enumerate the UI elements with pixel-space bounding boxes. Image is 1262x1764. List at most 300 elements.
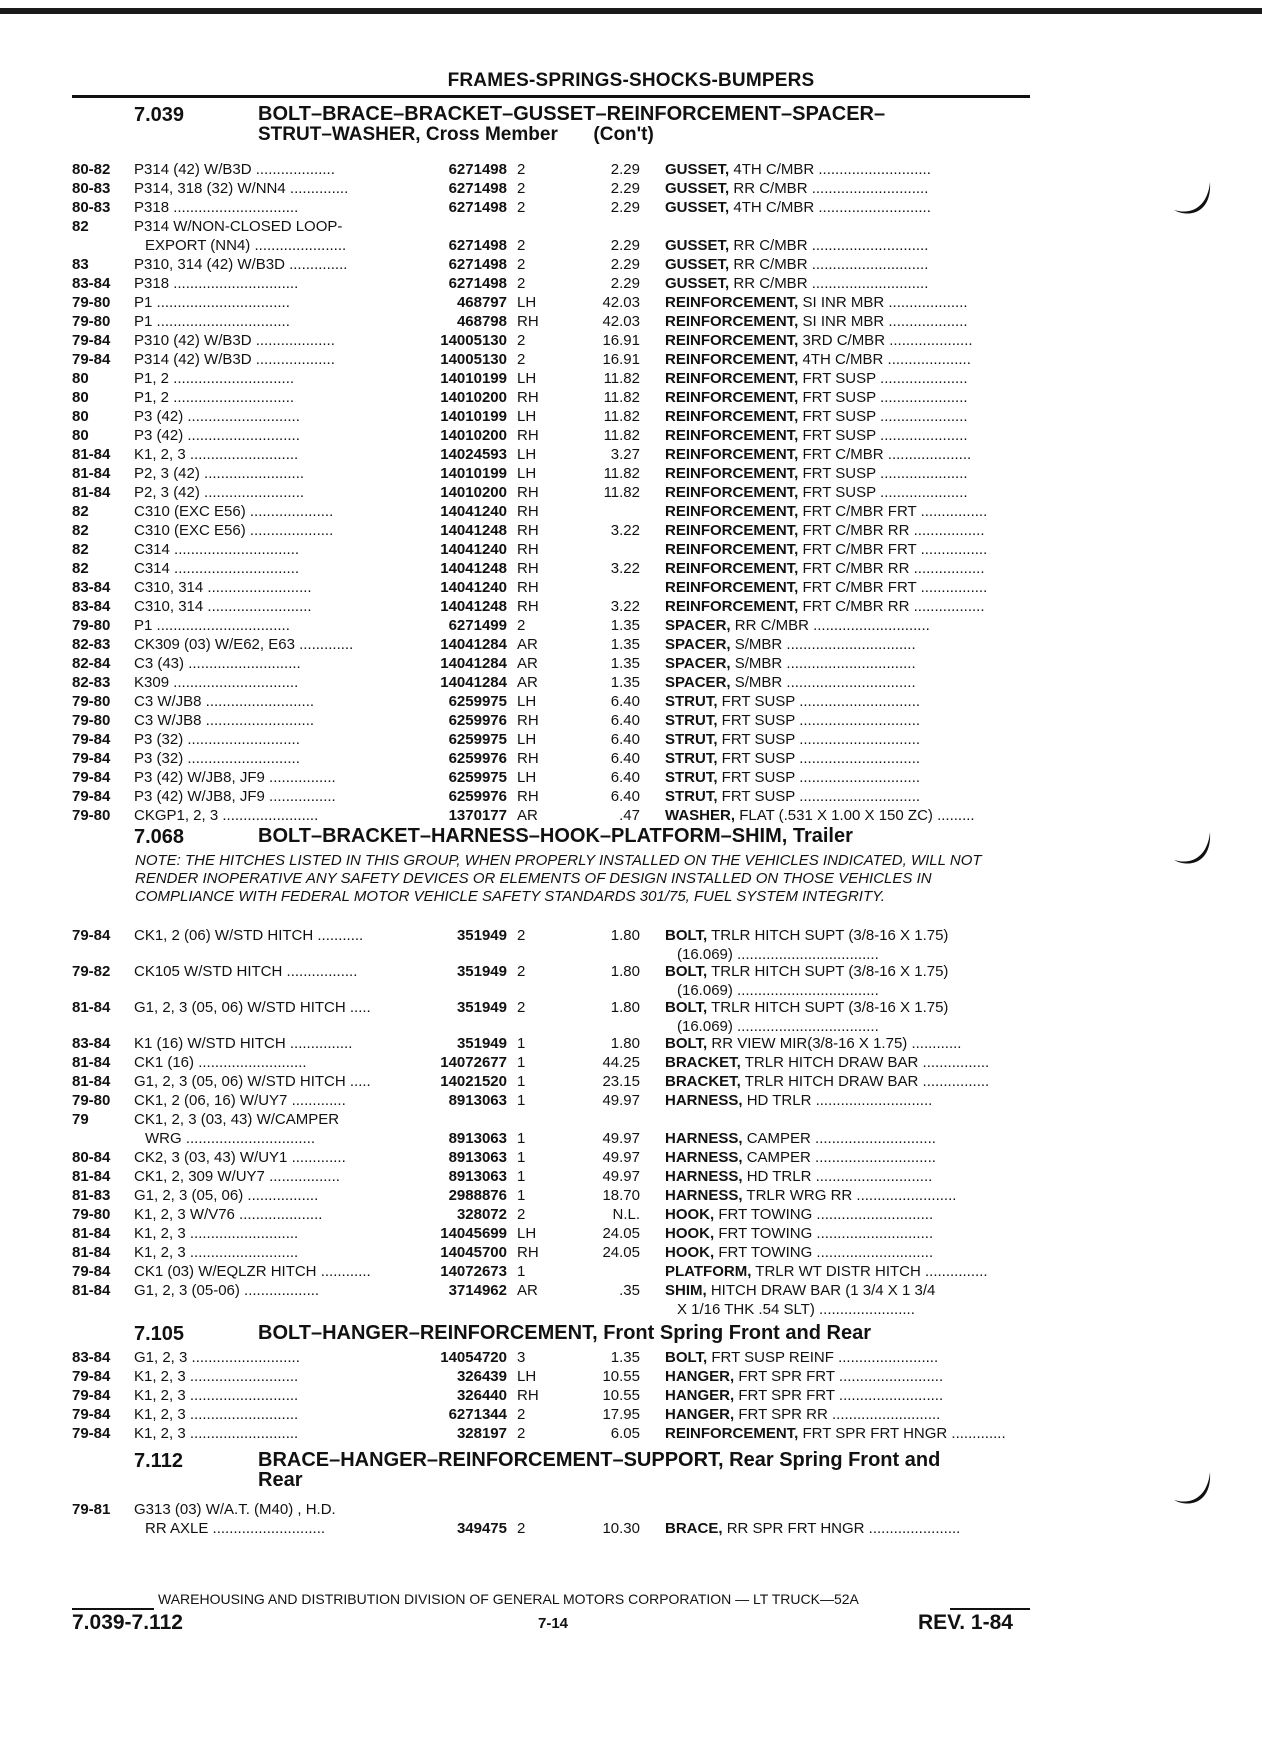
price: 1.35 bbox=[610, 674, 640, 691]
table-row bbox=[0, 1129, 1262, 1148]
description-detail: FRT SUSP bbox=[721, 731, 796, 748]
description-keyword: REINFORCEMENT, bbox=[665, 332, 799, 349]
application-text: G1, 2, 3 bbox=[134, 1349, 188, 1366]
description bbox=[665, 1186, 1030, 1205]
description-detail: FLAT (.531 X 1.00 X 150 ZC) bbox=[739, 807, 933, 824]
description-detail: 4TH C/MBR bbox=[733, 161, 815, 178]
price: 49.97 bbox=[602, 1130, 640, 1147]
application-text: CKGP1, 2, 3 bbox=[134, 807, 219, 824]
application-text: P318 bbox=[134, 199, 170, 216]
application bbox=[134, 369, 412, 388]
application bbox=[134, 998, 412, 1017]
table-row bbox=[0, 616, 1262, 635]
section-cont: (Con't) bbox=[593, 124, 654, 145]
description-detail: HITCH DRAW BAR (1 3/4 X 1 3/4 bbox=[710, 1282, 936, 1299]
application-text: K1, 2, 3 bbox=[134, 1225, 186, 1242]
application bbox=[134, 1205, 412, 1224]
quantity: 2 bbox=[517, 963, 526, 980]
application-text: C310, 314 bbox=[134, 579, 204, 596]
description-keyword: REINFORCEMENT, bbox=[665, 484, 799, 501]
leader-dots: ............................. bbox=[810, 1130, 936, 1147]
application bbox=[134, 1091, 412, 1110]
leader-dots: ................... bbox=[884, 313, 968, 330]
description-keyword: REINFORCEMENT, bbox=[665, 598, 799, 615]
leader-dots: .......................... bbox=[185, 1425, 299, 1442]
description-keyword: REINFORCEMENT, bbox=[665, 313, 799, 330]
application-text: K309 bbox=[134, 674, 170, 691]
model-year: 80 bbox=[72, 427, 89, 444]
leader-dots: ................. bbox=[282, 963, 358, 980]
part-number: 6271498 bbox=[448, 275, 507, 292]
quantity: 2 bbox=[517, 256, 526, 273]
section-number: 7.112 bbox=[134, 1450, 183, 1472]
price: 2.29 bbox=[610, 256, 640, 273]
table-row bbox=[0, 1186, 1262, 1205]
leader-dots: .............. bbox=[285, 180, 349, 197]
quantity: 2 bbox=[517, 1206, 526, 1223]
table-row bbox=[0, 179, 1262, 198]
description-keyword: STRUT, bbox=[665, 788, 718, 805]
description-keyword: HARNESS, bbox=[665, 1149, 743, 1166]
leader-dots: ............. bbox=[947, 1425, 1006, 1442]
quantity: 2 bbox=[517, 1425, 526, 1442]
title-rule bbox=[72, 95, 1030, 98]
leader-dots: ......................... bbox=[203, 598, 312, 615]
description bbox=[665, 1386, 1030, 1405]
application bbox=[134, 787, 412, 806]
section-number: 7.039 bbox=[134, 104, 185, 126]
quantity: 2 bbox=[517, 275, 526, 292]
description bbox=[665, 559, 1030, 578]
description bbox=[665, 483, 1030, 502]
part-number: 328197 bbox=[456, 1425, 507, 1442]
application-text: P3 (42) W/JB8, JF9 bbox=[134, 769, 265, 786]
quantity: 1 bbox=[517, 1149, 526, 1166]
table-row bbox=[0, 312, 1262, 331]
application bbox=[134, 160, 412, 179]
table-row bbox=[0, 426, 1262, 445]
page-title: FRAMES-SPRINGS-SHOCKS-BUMPERS bbox=[447, 70, 815, 91]
model-year: 79-80 bbox=[72, 1092, 111, 1109]
model-year: 79-82 bbox=[72, 963, 111, 980]
description bbox=[665, 160, 1030, 179]
part-number: 6259975 bbox=[448, 693, 507, 710]
leader-dots: ................... bbox=[884, 294, 968, 311]
section-title bbox=[258, 1450, 940, 1490]
description-line2: (16.069) bbox=[677, 946, 733, 963]
description-keyword: BOLT, bbox=[665, 927, 708, 944]
leader-dots: ....................... bbox=[218, 807, 319, 824]
leader-dots: .......................... bbox=[194, 1054, 307, 1071]
price: 1.80 bbox=[610, 999, 640, 1016]
description-detail: SI INR MBR bbox=[802, 313, 885, 330]
leader-dots: ......................... bbox=[834, 1387, 944, 1404]
description-keyword: BRACKET, bbox=[665, 1073, 741, 1090]
description-detail: TRLR WT DISTR HITCH bbox=[755, 1263, 921, 1280]
part-number: 349475 bbox=[456, 1520, 507, 1537]
section-title-line2: Rear bbox=[258, 1469, 303, 1491]
leader-dots: .......................... bbox=[185, 1368, 299, 1385]
price: 24.05 bbox=[602, 1244, 640, 1261]
model-year: 79-80 bbox=[72, 313, 111, 330]
part-number: 351949 bbox=[456, 927, 507, 944]
model-year: 81-84 bbox=[72, 465, 111, 482]
model-year: 81-84 bbox=[72, 1225, 111, 1242]
description bbox=[665, 312, 1030, 331]
quantity: LH bbox=[517, 769, 537, 786]
description bbox=[665, 1348, 1030, 1367]
application-text: C310 (EXC E56) bbox=[134, 503, 246, 520]
description bbox=[665, 635, 1030, 654]
quantity: LH bbox=[517, 408, 537, 425]
section-title-line1: BOLT–BRACE–BRACKET–GUSSET–REINFORCEMENT–SPACER– bbox=[258, 103, 886, 125]
table-row bbox=[0, 1386, 1262, 1405]
description-detail: FRT SPR FRT HNGR bbox=[802, 1425, 948, 1442]
model-year: 82-83 bbox=[72, 636, 111, 653]
footer-rule-right bbox=[950, 1608, 1030, 1610]
model-year: 82 bbox=[72, 218, 89, 235]
application-text: CK1, 2, 309 W/UY7 bbox=[134, 1168, 265, 1185]
quantity: 2 bbox=[517, 351, 526, 368]
table-row bbox=[0, 521, 1262, 540]
part-number: 6271498 bbox=[448, 180, 507, 197]
leader-dots: .............................. bbox=[169, 275, 299, 292]
description-keyword: REINFORCEMENT, bbox=[665, 1425, 799, 1442]
quantity: 2 bbox=[517, 1520, 526, 1537]
application bbox=[134, 445, 412, 464]
footer-division: WAREHOUSING AND DISTRIBUTION DIVISION OF GENERAL MOTORS CORPORATION — LT TRUCK—52A bbox=[158, 1591, 859, 1607]
part-number: 6259975 bbox=[448, 731, 507, 748]
part-number: 14010200 bbox=[440, 427, 507, 444]
application bbox=[134, 255, 412, 274]
description-keyword: REINFORCEMENT, bbox=[665, 408, 799, 425]
quantity: LH bbox=[517, 731, 537, 748]
price: 11.82 bbox=[603, 484, 640, 501]
leader-dots: ..................... bbox=[875, 465, 968, 482]
description-keyword: REINFORCEMENT, bbox=[665, 522, 799, 539]
description-detail: FRT C/MBR RR bbox=[802, 560, 910, 577]
model-year: 79-84 bbox=[72, 769, 111, 786]
description bbox=[665, 1148, 1030, 1167]
model-year: 79-84 bbox=[72, 1406, 111, 1423]
application-text: K1, 2, 3 W/V76 bbox=[134, 1206, 235, 1223]
description bbox=[665, 255, 1030, 274]
leader-dots: ............................ bbox=[811, 1092, 933, 1109]
model-year: 81-84 bbox=[72, 446, 111, 463]
section-title-line2: STRUT–WASHER, Cross Member bbox=[258, 124, 558, 145]
binder-hole-icon bbox=[1170, 180, 1214, 220]
quantity: 2 bbox=[517, 999, 526, 1016]
quantity: AR bbox=[517, 655, 538, 672]
quantity: 2 bbox=[517, 161, 526, 178]
price: 6.05 bbox=[610, 1425, 640, 1442]
description-keyword: HARNESS, bbox=[665, 1187, 743, 1204]
application-text: P314 (42) W/B3D bbox=[134, 161, 252, 178]
description-detail: HD TRLR bbox=[746, 1092, 812, 1109]
quantity: 1 bbox=[517, 1187, 526, 1204]
model-year: 82 bbox=[72, 503, 89, 520]
price: 6.40 bbox=[610, 693, 640, 710]
application bbox=[134, 962, 412, 981]
description-detail: FRT SUSP bbox=[802, 408, 876, 425]
application bbox=[134, 236, 423, 255]
price: 11.82 bbox=[603, 370, 640, 387]
part-number: 14010199 bbox=[440, 408, 507, 425]
section-title: BOLT–HANGER–REINFORCEMENT, Front Spring Front and Rear bbox=[258, 1322, 871, 1344]
application bbox=[134, 293, 412, 312]
part-number: 14041284 bbox=[440, 636, 507, 653]
quantity: RH bbox=[517, 788, 539, 805]
application bbox=[134, 1110, 412, 1129]
price: 10.30 bbox=[602, 1520, 640, 1537]
leader-dots: .................... bbox=[245, 522, 334, 539]
application bbox=[134, 1034, 412, 1053]
leader-dots: ................ bbox=[916, 503, 988, 520]
leader-dots: ................. bbox=[243, 1187, 319, 1204]
description bbox=[665, 926, 1030, 964]
description bbox=[665, 730, 1030, 749]
model-year: 83 bbox=[72, 256, 89, 273]
part-number: 8913063 bbox=[448, 1092, 507, 1109]
model-year: 82 bbox=[72, 522, 89, 539]
quantity: 1 bbox=[517, 1073, 526, 1090]
leader-dots: ........................ bbox=[852, 1187, 957, 1204]
part-number: 14072677 bbox=[440, 1054, 507, 1071]
description-detail: FRT SUSP bbox=[721, 712, 796, 729]
leader-dots: ............................ bbox=[812, 1225, 934, 1242]
part-number: 6259976 bbox=[448, 750, 507, 767]
leader-dots: ..... bbox=[345, 999, 371, 1016]
quantity: RH bbox=[517, 560, 539, 577]
application-text: P310 (42) W/B3D bbox=[134, 332, 252, 349]
part-number: 6259975 bbox=[448, 769, 507, 786]
model-year: 79-84 bbox=[72, 927, 111, 944]
price: 16.91 bbox=[602, 351, 640, 368]
price: 11.82 bbox=[603, 408, 640, 425]
application-text: P2, 3 (42) bbox=[134, 465, 200, 482]
description bbox=[665, 692, 1030, 711]
table-row bbox=[0, 962, 1262, 998]
leader-dots: .......................... bbox=[187, 1349, 300, 1366]
table-row bbox=[0, 217, 1262, 236]
application bbox=[134, 217, 412, 236]
part-number: 14010199 bbox=[440, 465, 507, 482]
leader-dots: ............................. bbox=[169, 370, 295, 387]
price: 16.91 bbox=[602, 332, 640, 349]
leader-dots: ......................... bbox=[834, 1368, 944, 1385]
price: 44.25 bbox=[602, 1054, 640, 1071]
description bbox=[665, 540, 1030, 559]
application bbox=[134, 616, 412, 635]
application bbox=[134, 521, 412, 540]
description-detail: FRT TOWING bbox=[718, 1225, 813, 1242]
leader-dots: ............................ bbox=[812, 1244, 934, 1261]
leader-dots: ............ bbox=[907, 1035, 962, 1052]
quantity: 1 bbox=[517, 1130, 526, 1147]
part-number: 14054720 bbox=[440, 1349, 507, 1366]
leader-dots: ................................ bbox=[152, 617, 290, 634]
description bbox=[665, 502, 1030, 521]
application bbox=[134, 673, 412, 692]
leader-dots: ............. bbox=[287, 1092, 346, 1109]
description bbox=[665, 673, 1030, 692]
description-keyword: GUSSET, bbox=[665, 180, 730, 197]
application-text: K1, 2, 3 bbox=[134, 446, 186, 463]
description bbox=[665, 1281, 1030, 1319]
application-text: K1, 2, 3 bbox=[134, 1406, 186, 1423]
description-keyword: REINFORCEMENT, bbox=[665, 541, 799, 558]
description-keyword: STRUT, bbox=[665, 750, 718, 767]
model-year: 83-84 bbox=[72, 579, 111, 596]
price: 1.80 bbox=[610, 963, 640, 980]
leader-dots: ............................ bbox=[807, 237, 929, 254]
application bbox=[134, 1281, 412, 1300]
description-detail: TRLR WRG RR bbox=[746, 1187, 853, 1204]
application-text: CK1, 2 (06) W/STD HITCH bbox=[134, 927, 314, 944]
model-year: 81-84 bbox=[72, 484, 111, 501]
leader-dots: ............. bbox=[294, 636, 354, 653]
quantity: 2 bbox=[517, 927, 526, 944]
description-keyword: BOLT, bbox=[665, 999, 708, 1016]
table-row bbox=[0, 711, 1262, 730]
application-text: K1, 2, 3 bbox=[134, 1425, 186, 1442]
quantity: RH bbox=[517, 750, 539, 767]
application bbox=[134, 1053, 412, 1072]
quantity: RH bbox=[517, 541, 539, 558]
price: 1.35 bbox=[610, 655, 640, 672]
table-row bbox=[0, 1034, 1262, 1053]
description bbox=[665, 293, 1030, 312]
quantity: RH bbox=[517, 598, 539, 615]
leader-dots: ................... bbox=[251, 351, 335, 368]
price: 6.40 bbox=[610, 769, 640, 786]
description-detail: SI INR MBR bbox=[802, 294, 885, 311]
application-text: P314 W/NON-CLOSED LOOP- bbox=[134, 218, 343, 235]
description bbox=[665, 1053, 1030, 1072]
leader-dots: ................ bbox=[916, 541, 988, 558]
price: 49.97 bbox=[602, 1149, 640, 1166]
model-year: 81-83 bbox=[72, 1187, 111, 1204]
description-detail: RR C/MBR bbox=[733, 256, 808, 273]
parts-table-7068 bbox=[0, 926, 1262, 1317]
table-row bbox=[0, 1167, 1262, 1186]
description bbox=[665, 654, 1030, 673]
price: 3.27 bbox=[610, 446, 640, 463]
application bbox=[134, 350, 412, 369]
description-detail: S/MBR bbox=[734, 674, 783, 691]
part-number: 351949 bbox=[456, 1035, 507, 1052]
description-keyword: REINFORCEMENT, bbox=[665, 351, 799, 368]
quantity: RH bbox=[517, 1244, 539, 1261]
leader-dots: ............................. bbox=[169, 389, 295, 406]
price: .47 bbox=[619, 807, 640, 824]
description-keyword: HARNESS, bbox=[665, 1130, 743, 1147]
model-year: 79-84 bbox=[72, 788, 111, 805]
model-year: 79-81 bbox=[72, 1501, 111, 1518]
application bbox=[134, 388, 412, 407]
description bbox=[665, 1167, 1030, 1186]
quantity: 2 bbox=[517, 1406, 526, 1423]
description bbox=[665, 768, 1030, 787]
application bbox=[134, 502, 412, 521]
description-keyword: HANGER, bbox=[665, 1387, 735, 1404]
leader-dots: ................ bbox=[916, 579, 988, 596]
description bbox=[665, 806, 1030, 825]
quantity: 2 bbox=[517, 199, 526, 216]
part-number: 8913063 bbox=[448, 1168, 507, 1185]
application-text: P1 bbox=[134, 617, 153, 634]
price: 24.05 bbox=[602, 1225, 640, 1242]
table-row bbox=[0, 236, 1262, 255]
quantity: 1 bbox=[517, 1054, 526, 1071]
part-number: 14010199 bbox=[440, 370, 507, 387]
application-text: K1, 2, 3 bbox=[134, 1368, 186, 1385]
price: 1.80 bbox=[610, 1035, 640, 1052]
description-keyword: BRACE, bbox=[665, 1520, 723, 1537]
description bbox=[665, 1262, 1030, 1281]
model-year: 81-84 bbox=[72, 1073, 111, 1090]
description-detail: FRT SPR FRT bbox=[738, 1368, 835, 1385]
model-year: 79-80 bbox=[72, 712, 111, 729]
part-number: 14005130 bbox=[440, 332, 507, 349]
part-number: 14041248 bbox=[440, 560, 507, 577]
leader-dots: ..... bbox=[345, 1073, 371, 1090]
application bbox=[134, 312, 412, 331]
description-keyword: HANGER, bbox=[665, 1406, 735, 1423]
part-number: 14041284 bbox=[440, 674, 507, 691]
quantity: 3 bbox=[517, 1349, 526, 1366]
description-keyword: STRUT, bbox=[665, 693, 718, 710]
description-detail: FRT SUSP REINF bbox=[711, 1349, 834, 1366]
application bbox=[134, 692, 412, 711]
leader-dots: ............................... bbox=[782, 655, 916, 672]
quantity: 2 bbox=[517, 237, 526, 254]
application-text: K1, 2, 3 bbox=[134, 1244, 186, 1261]
description-keyword: SPACER, bbox=[665, 636, 731, 653]
leader-dots: ................. bbox=[909, 598, 985, 615]
quantity: 1 bbox=[517, 1092, 526, 1109]
leader-dots: .................... bbox=[883, 446, 972, 463]
quantity: LH bbox=[517, 1368, 537, 1385]
price: 2.29 bbox=[610, 237, 640, 254]
application bbox=[134, 198, 412, 217]
leader-dots: ............... bbox=[920, 1263, 988, 1280]
price: 10.55 bbox=[602, 1387, 640, 1404]
table-row bbox=[0, 483, 1262, 502]
quantity: LH bbox=[517, 1225, 537, 1242]
leader-dots: ............................. bbox=[795, 693, 921, 710]
description-keyword: GUSSET, bbox=[665, 256, 730, 273]
leader-dots: .............................. bbox=[169, 199, 299, 216]
description-detail: RR C/MBR bbox=[734, 617, 809, 634]
table-row bbox=[0, 1424, 1262, 1443]
quantity: LH bbox=[517, 465, 537, 482]
part-number: 6259976 bbox=[448, 788, 507, 805]
leader-dots: ........................ bbox=[199, 465, 305, 482]
leader-dots: .............................. bbox=[169, 674, 299, 691]
part-number: 6259976 bbox=[448, 712, 507, 729]
section-title: BOLT–BRACKET–HARNESS–HOOK–PLATFORM–SHIM, Trailer bbox=[258, 825, 853, 847]
leader-dots: ............................. bbox=[795, 788, 921, 805]
leader-dots: .................... bbox=[234, 1206, 323, 1223]
description bbox=[665, 388, 1030, 407]
table-row bbox=[0, 692, 1262, 711]
top-scan-bar bbox=[0, 8, 1262, 14]
leader-dots: .................................. bbox=[732, 1018, 879, 1035]
application-text: P3 (42) W/JB8, JF9 bbox=[134, 788, 265, 805]
description-detail: FRT C/MBR bbox=[802, 446, 884, 463]
parts-table-7112 bbox=[0, 1500, 1262, 1538]
